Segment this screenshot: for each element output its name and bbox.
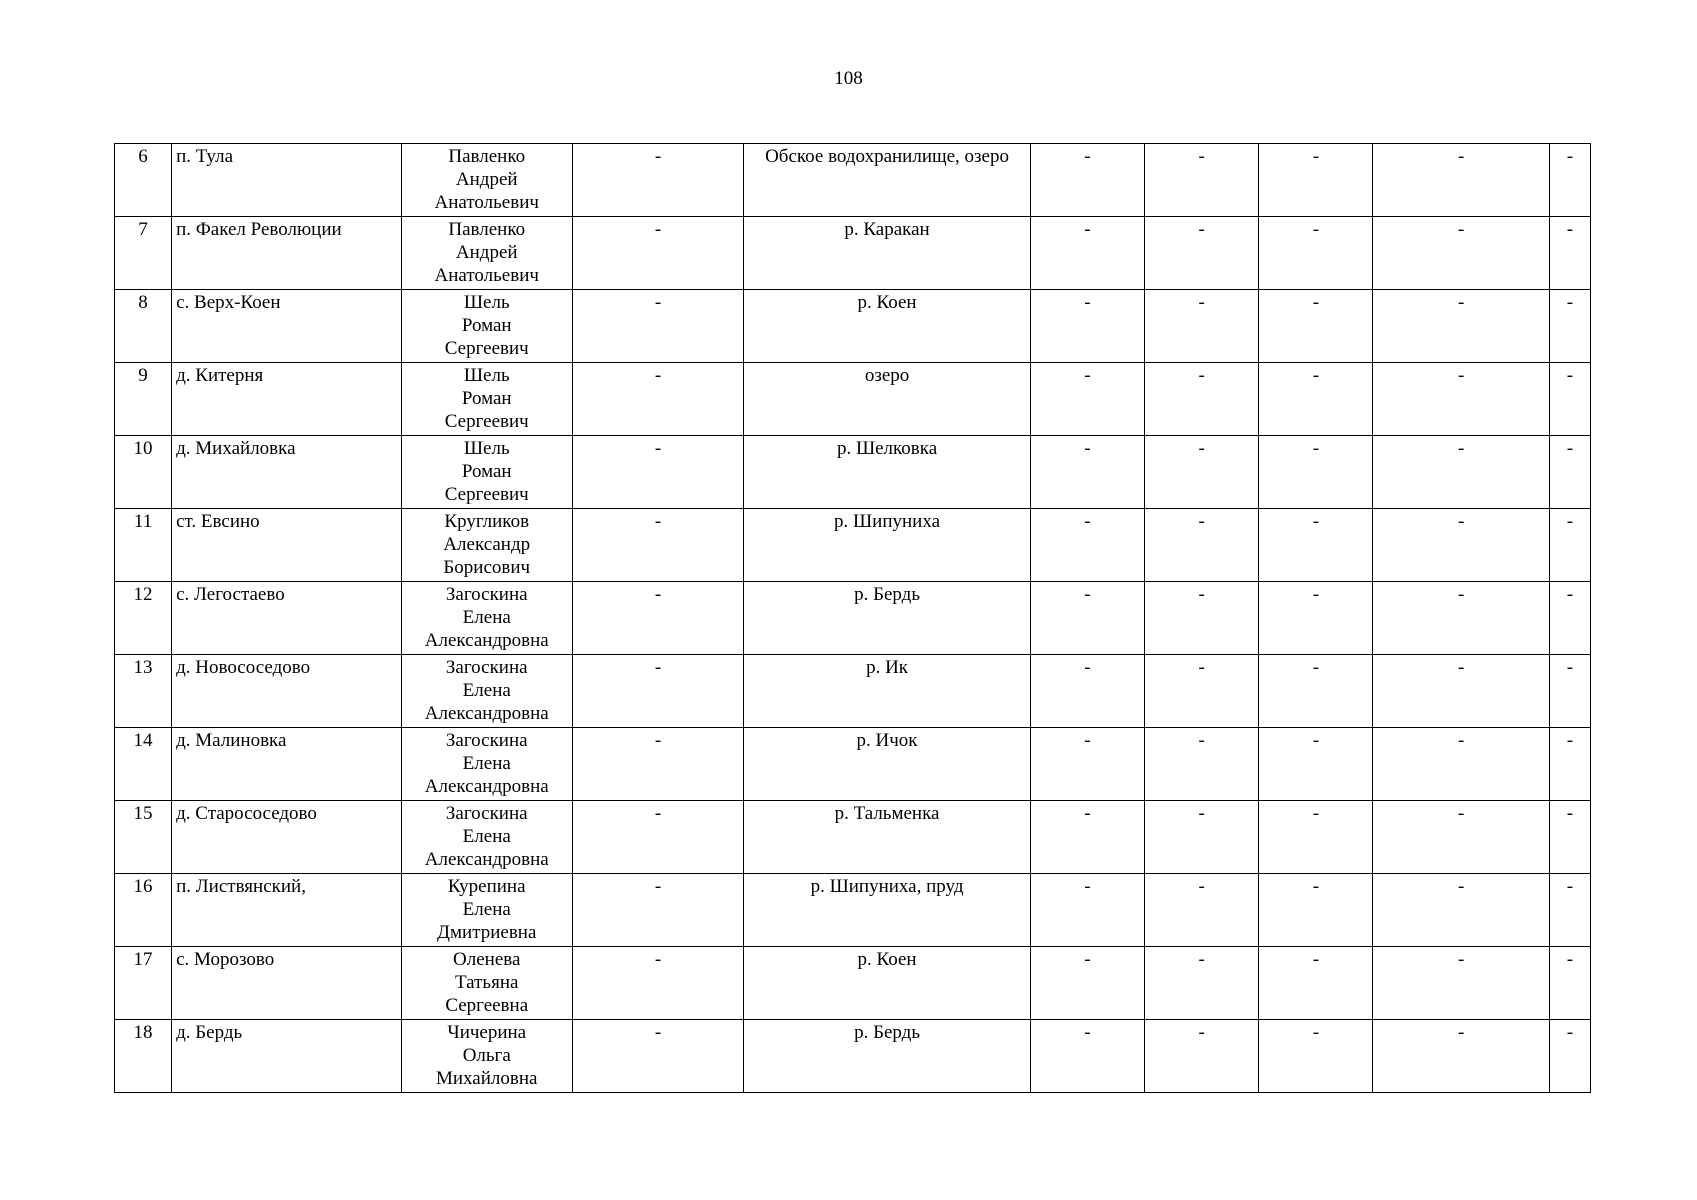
column-10-cell: - <box>1549 728 1590 801</box>
person-name-part: Загоскина <box>445 584 528 605</box>
column-6-cell: - <box>1030 728 1144 801</box>
column-4-cell: - <box>572 509 743 582</box>
column-7-cell: - <box>1145 728 1259 801</box>
column-9-cell: - <box>1373 874 1549 947</box>
person-name-part: Дмитриевна <box>437 922 537 943</box>
column-4-cell: - <box>572 363 743 436</box>
row-number-cell: 17 <box>115 947 172 1020</box>
column-7-cell: - <box>1145 217 1259 290</box>
responsible-person-cell <box>401 1020 572 1093</box>
settlement-cell: с. Легостаево <box>172 582 401 655</box>
water-body-cell: р. Бердь <box>744 1020 1031 1093</box>
person-name-part: Елена <box>462 826 511 847</box>
person-name-part: Андрей <box>455 242 518 263</box>
row-number-cell: 14 <box>115 728 172 801</box>
water-body-cell: р. Шипуниха <box>744 509 1031 582</box>
column-7-cell: - <box>1145 290 1259 363</box>
water-body-cell: р. Шелковка <box>744 436 1031 509</box>
table-row <box>115 801 1591 874</box>
column-10-cell: - <box>1549 217 1590 290</box>
person-name-part: Елена <box>462 899 511 920</box>
responsible-person-cell <box>401 144 572 217</box>
water-body-cell: р. Бердь <box>744 582 1031 655</box>
column-7-cell: - <box>1145 582 1259 655</box>
settlement-cell: с. Морозово <box>172 947 401 1020</box>
column-6-cell: - <box>1030 290 1144 363</box>
person-name-part: Анатольевич <box>434 192 539 213</box>
person-name-part: Роман <box>461 315 512 336</box>
person-name-part: Роман <box>461 461 512 482</box>
row-number-cell: 15 <box>115 801 172 874</box>
column-10-cell: - <box>1549 1020 1590 1093</box>
responsible-person-cell <box>401 947 572 1020</box>
column-9-cell: - <box>1373 655 1549 728</box>
column-4-cell: - <box>572 801 743 874</box>
row-number-cell: 18 <box>115 1020 172 1093</box>
settlement-cell: д. Новососедово <box>172 655 401 728</box>
column-10-cell: - <box>1549 436 1590 509</box>
column-6-cell: - <box>1030 217 1144 290</box>
column-9-cell: - <box>1373 436 1549 509</box>
responsible-person-cell <box>401 290 572 363</box>
column-4-cell: - <box>572 436 743 509</box>
column-7-cell: - <box>1145 144 1259 217</box>
settlement-cell: ст. Евсино <box>172 509 401 582</box>
column-9-cell: - <box>1373 1020 1549 1093</box>
person-name-part: Загоскина <box>445 803 528 824</box>
column-9-cell: - <box>1373 582 1549 655</box>
water-body-cell: р. Коен <box>744 290 1031 363</box>
person-name-part: Шель <box>463 292 510 313</box>
row-number-cell: 16 <box>115 874 172 947</box>
table-row <box>115 655 1591 728</box>
responsible-person-cell <box>401 655 572 728</box>
water-body-cell: р. Ичок <box>744 728 1031 801</box>
column-4-cell: - <box>572 1020 743 1093</box>
responsible-person-cell <box>401 217 572 290</box>
person-name-part: Александровна <box>424 776 549 797</box>
column-4-cell: - <box>572 144 743 217</box>
column-10-cell: - <box>1549 290 1590 363</box>
column-7-cell: - <box>1145 874 1259 947</box>
person-name-part: Александровна <box>424 630 549 651</box>
column-10-cell: - <box>1549 801 1590 874</box>
table-row <box>115 582 1591 655</box>
column-6-cell: - <box>1030 436 1144 509</box>
person-name-part: Михайловна <box>436 1068 538 1089</box>
column-9-cell: - <box>1373 509 1549 582</box>
table-row <box>115 144 1591 217</box>
water-body-cell: р. Коен <box>744 947 1031 1020</box>
column-9-cell: - <box>1373 728 1549 801</box>
page-number: 108 <box>834 68 863 89</box>
column-7-cell: - <box>1145 655 1259 728</box>
column-4-cell: - <box>572 582 743 655</box>
column-6-cell: - <box>1030 509 1144 582</box>
person-name-part: Александровна <box>424 703 549 724</box>
table-row <box>115 728 1591 801</box>
column-4-cell: - <box>572 728 743 801</box>
column-8-cell: - <box>1259 290 1373 363</box>
table-row <box>115 1020 1591 1093</box>
column-7-cell: - <box>1145 436 1259 509</box>
column-4-cell: - <box>572 217 743 290</box>
column-10-cell: - <box>1549 947 1590 1020</box>
row-number-cell: 7 <box>115 217 172 290</box>
row-number-cell: 8 <box>115 290 172 363</box>
column-6-cell: - <box>1030 363 1144 436</box>
column-7-cell: - <box>1145 363 1259 436</box>
water-body-cell: р. Шипуниха, пруд <box>744 874 1031 947</box>
row-number-cell: 13 <box>115 655 172 728</box>
person-name-part: Сергеевич <box>444 484 529 505</box>
person-name-part: Елена <box>462 680 511 701</box>
column-6-cell: - <box>1030 801 1144 874</box>
person-name-part: Татьяна <box>455 972 519 993</box>
person-name-part: Александр <box>443 534 531 555</box>
row-number-cell: 12 <box>115 582 172 655</box>
column-6-cell: - <box>1030 874 1144 947</box>
responsible-person-cell <box>401 801 572 874</box>
settlements-table <box>114 143 1591 1093</box>
column-10-cell: - <box>1549 509 1590 582</box>
row-number-cell: 9 <box>115 363 172 436</box>
water-body-cell: Обское водохранилище, озеро <box>744 144 1031 217</box>
person-name-part: Андрей <box>455 169 518 190</box>
column-8-cell: - <box>1259 144 1373 217</box>
column-8-cell: - <box>1259 874 1373 947</box>
responsible-person-cell <box>401 363 572 436</box>
person-name-part: Сергеевна <box>445 995 529 1016</box>
column-9-cell: - <box>1373 217 1549 290</box>
column-8-cell: - <box>1259 655 1373 728</box>
person-name-part: Загоскина <box>445 657 528 678</box>
column-10-cell: - <box>1549 582 1590 655</box>
person-name-part: Борисович <box>443 557 531 578</box>
settlement-cell: д. Бердь <box>172 1020 401 1093</box>
responsible-person-cell <box>401 728 572 801</box>
column-8-cell: - <box>1259 363 1373 436</box>
row-number-cell: 10 <box>115 436 172 509</box>
person-name-part: Загоскина <box>445 730 528 751</box>
responsible-person-cell <box>401 582 572 655</box>
column-10-cell: - <box>1549 363 1590 436</box>
responsible-person-cell <box>401 874 572 947</box>
table-row <box>115 290 1591 363</box>
column-7-cell: - <box>1145 947 1259 1020</box>
column-6-cell: - <box>1030 947 1144 1020</box>
column-8-cell: - <box>1259 217 1373 290</box>
column-8-cell: - <box>1259 947 1373 1020</box>
table-row <box>115 217 1591 290</box>
water-body-cell: р. Тальменка <box>744 801 1031 874</box>
column-8-cell: - <box>1259 728 1373 801</box>
settlement-cell: п. Тула <box>172 144 401 217</box>
person-name-part: Сергеевич <box>444 338 529 359</box>
column-10-cell: - <box>1549 655 1590 728</box>
settlement-cell: с. Верх-Коен <box>172 290 401 363</box>
column-6-cell: - <box>1030 655 1144 728</box>
settlement-cell: д. Малиновка <box>172 728 401 801</box>
person-name-part: Анатольевич <box>434 265 539 286</box>
column-8-cell: - <box>1259 582 1373 655</box>
table-row <box>115 947 1591 1020</box>
column-6-cell: - <box>1030 582 1144 655</box>
person-name-part: Сергеевич <box>444 411 529 432</box>
column-10-cell: - <box>1549 874 1590 947</box>
settlement-cell: д. Старососедово <box>172 801 401 874</box>
table-row <box>115 363 1591 436</box>
row-number-cell: 11 <box>115 509 172 582</box>
person-name-part: Павленко <box>448 219 526 240</box>
column-6-cell: - <box>1030 1020 1144 1093</box>
table-row <box>115 874 1591 947</box>
column-4-cell: - <box>572 874 743 947</box>
person-name-part: Курепина <box>447 876 526 897</box>
column-9-cell: - <box>1373 290 1549 363</box>
column-8-cell: - <box>1259 509 1373 582</box>
person-name-part: Роман <box>461 388 512 409</box>
person-name-part: Чичерина <box>447 1022 527 1043</box>
person-name-part: Кругликов <box>444 511 530 532</box>
settlement-cell: д. Китерня <box>172 363 401 436</box>
person-name-part: Елена <box>462 607 511 628</box>
column-9-cell: - <box>1373 363 1549 436</box>
column-7-cell: - <box>1145 509 1259 582</box>
person-name-part: Шель <box>463 438 510 459</box>
column-6-cell: - <box>1030 144 1144 217</box>
column-4-cell: - <box>572 290 743 363</box>
column-8-cell: - <box>1259 801 1373 874</box>
settlement-cell: п. Факел Революции <box>172 217 401 290</box>
column-7-cell: - <box>1145 1020 1259 1093</box>
water-body-cell: озеро <box>744 363 1031 436</box>
person-name-part: Александровна <box>424 849 549 870</box>
column-4-cell: - <box>572 947 743 1020</box>
person-name-part: Павленко <box>448 146 526 167</box>
water-body-cell: р. Ик <box>744 655 1031 728</box>
person-name-part: Шель <box>463 365 510 386</box>
column-9-cell: - <box>1373 801 1549 874</box>
settlement-cell: д. Михайловка <box>172 436 401 509</box>
row-number-cell: 6 <box>115 144 172 217</box>
column-8-cell: - <box>1259 1020 1373 1093</box>
person-name-part: Ольга <box>462 1045 511 1066</box>
responsible-person-cell <box>401 509 572 582</box>
table-body <box>115 144 1591 1093</box>
column-9-cell: - <box>1373 144 1549 217</box>
column-7-cell: - <box>1145 801 1259 874</box>
person-name-part: Оленева <box>453 949 521 970</box>
column-9-cell: - <box>1373 947 1549 1020</box>
table-row <box>115 436 1591 509</box>
column-4-cell: - <box>572 655 743 728</box>
column-10-cell: - <box>1549 144 1590 217</box>
column-8-cell: - <box>1259 436 1373 509</box>
settlement-cell: п. Листвянский, <box>172 874 401 947</box>
person-name-part: Елена <box>462 753 511 774</box>
water-body-cell: р. Каракан <box>744 217 1031 290</box>
responsible-person-cell <box>401 436 572 509</box>
table-row <box>115 509 1591 582</box>
